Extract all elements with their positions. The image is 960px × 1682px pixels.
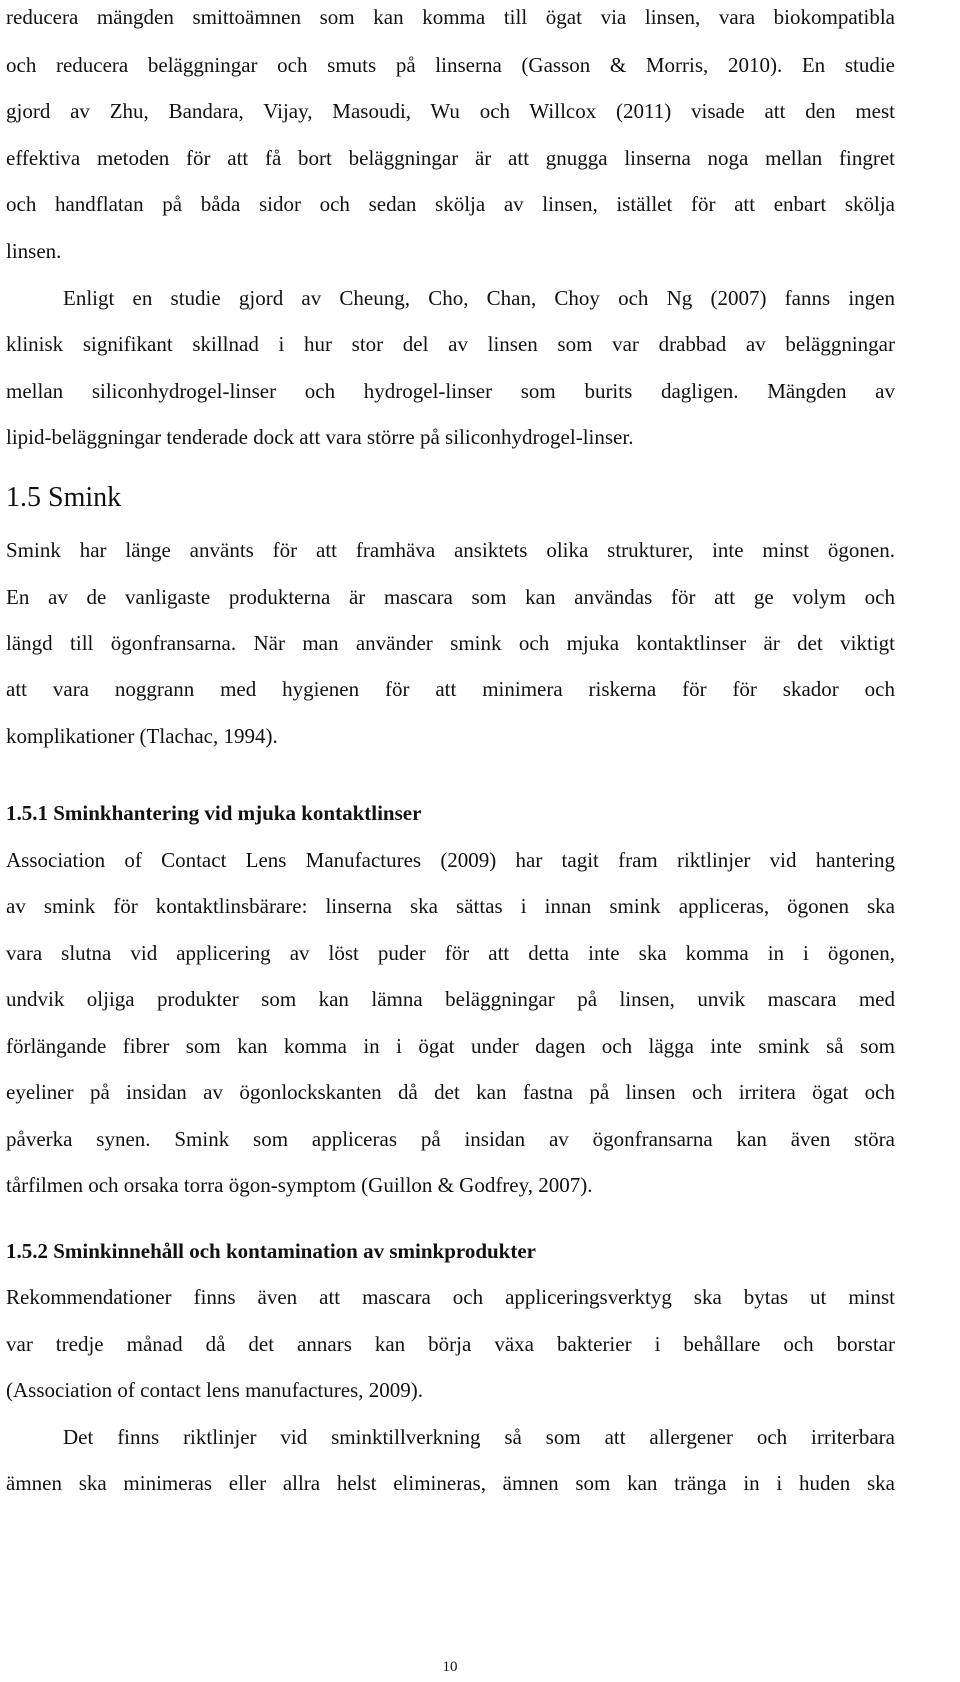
body-text-line: klinisk signifikant skillnad i hur stor del av linsen som var drabbad av beläggningar: [6, 332, 895, 356]
body-text-line: komplikationer (Tlachac, 1994).: [6, 724, 278, 748]
body-text-line: tårfilmen och orsaka torra ögon-symptom (Guillon & Godfrey, 2007).: [6, 1173, 593, 1197]
body-text-line: En av de vanligaste produkterna är mascara som kan användas för att ge volym och: [6, 585, 895, 609]
body-text-line: att vara noggrann med hygienen för att minimera riskerna för för skador och: [6, 677, 895, 701]
body-text-line: Rekommendationer finns även att mascara och appliceringsverktyg ska bytas ut minst: [6, 1285, 895, 1309]
body-text-line: var tredje månad då det annars kan börja växa bakterier i behållare och borstar: [6, 1332, 895, 1356]
body-text-line: och reducera beläggningar och smuts på linserna (Gasson & Morris, 2010). En studie: [6, 53, 895, 77]
body-text-line: förlängande fibrer som kan komma in i ögat under dagen och lägga inte smink så som: [6, 1034, 895, 1058]
body-text-line: (Association of contact lens manufactures, 2009).: [6, 1378, 423, 1402]
body-text-line: Smink har länge använts för att framhäva ansiktets olika strukturer, inte minst ögonen.: [6, 538, 895, 562]
body-text-line: mellan siliconhydrogel-linser och hydrogel-linser som burits dagligen. Mängden av: [6, 379, 895, 403]
body-text-line: eyeliner på insidan av ögonlockskanten då det kan fastna på linsen och irritera ögat och: [6, 1080, 895, 1104]
section-heading: 1.5 Smink: [6, 482, 122, 513]
body-text-line: reducera mängden smittoämnen som kan komma till ögat via linsen, vara biokompatibla: [6, 5, 895, 29]
body-text-line: Det finns riktlinjer vid sminktillverkning så som att allergener och irriterbara: [63, 1425, 895, 1449]
body-text-line: vara slutna vid applicering av löst puder för att detta inte ska komma in i ögonen,: [6, 941, 895, 965]
body-text-line: gjord av Zhu, Bandara, Vijay, Masoudi, Wu och Willcox (2011) visade att den mest: [6, 99, 895, 123]
body-text-line: linsen.: [6, 239, 62, 263]
subsection-heading: 1.5.1 Sminkhantering vid mjuka kontaktlinser: [6, 801, 422, 825]
body-text-line: och handflatan på båda sidor och sedan skölja av linsen, istället för att enbart skölja: [6, 192, 895, 216]
body-text-line: av smink för kontaktlinsbärare: linserna ska sättas i innan smink appliceras, ögonen ska: [6, 894, 895, 918]
body-text-line: Association of Contact Lens Manufactures (2009) har tagit fram riktlinjer vid hantering: [6, 848, 895, 872]
body-text-line: påverka synen. Smink som appliceras på insidan av ögonfransarna kan även störa: [6, 1127, 895, 1151]
body-text-line: ämnen ska minimeras eller allra helst elimineras, ämnen som kan tränga in i huden ska: [6, 1471, 895, 1495]
body-text-line: lipid-beläggningar tenderade dock att vara större på siliconhydrogel-linser.: [6, 425, 634, 449]
body-text-line: undvik oljiga produkter som kan lämna beläggningar på linsen, unvik mascara med: [6, 987, 895, 1011]
subsection-heading: 1.5.2 Sminkinnehåll och kontamination av sminkprodukter: [6, 1239, 536, 1263]
body-text-line: längd till ögonfransarna. När man använder smink och mjuka kontaktlinser är det viktigt: [6, 631, 895, 655]
page-number: 10: [442, 1659, 458, 1675]
body-text-line: Enligt en studie gjord av Cheung, Cho, Chan, Choy och Ng (2007) fanns ingen: [63, 286, 895, 310]
body-text-line: effektiva metoden för att få bort beläggningar är att gnugga linserna noga mellan fingret: [6, 146, 895, 170]
